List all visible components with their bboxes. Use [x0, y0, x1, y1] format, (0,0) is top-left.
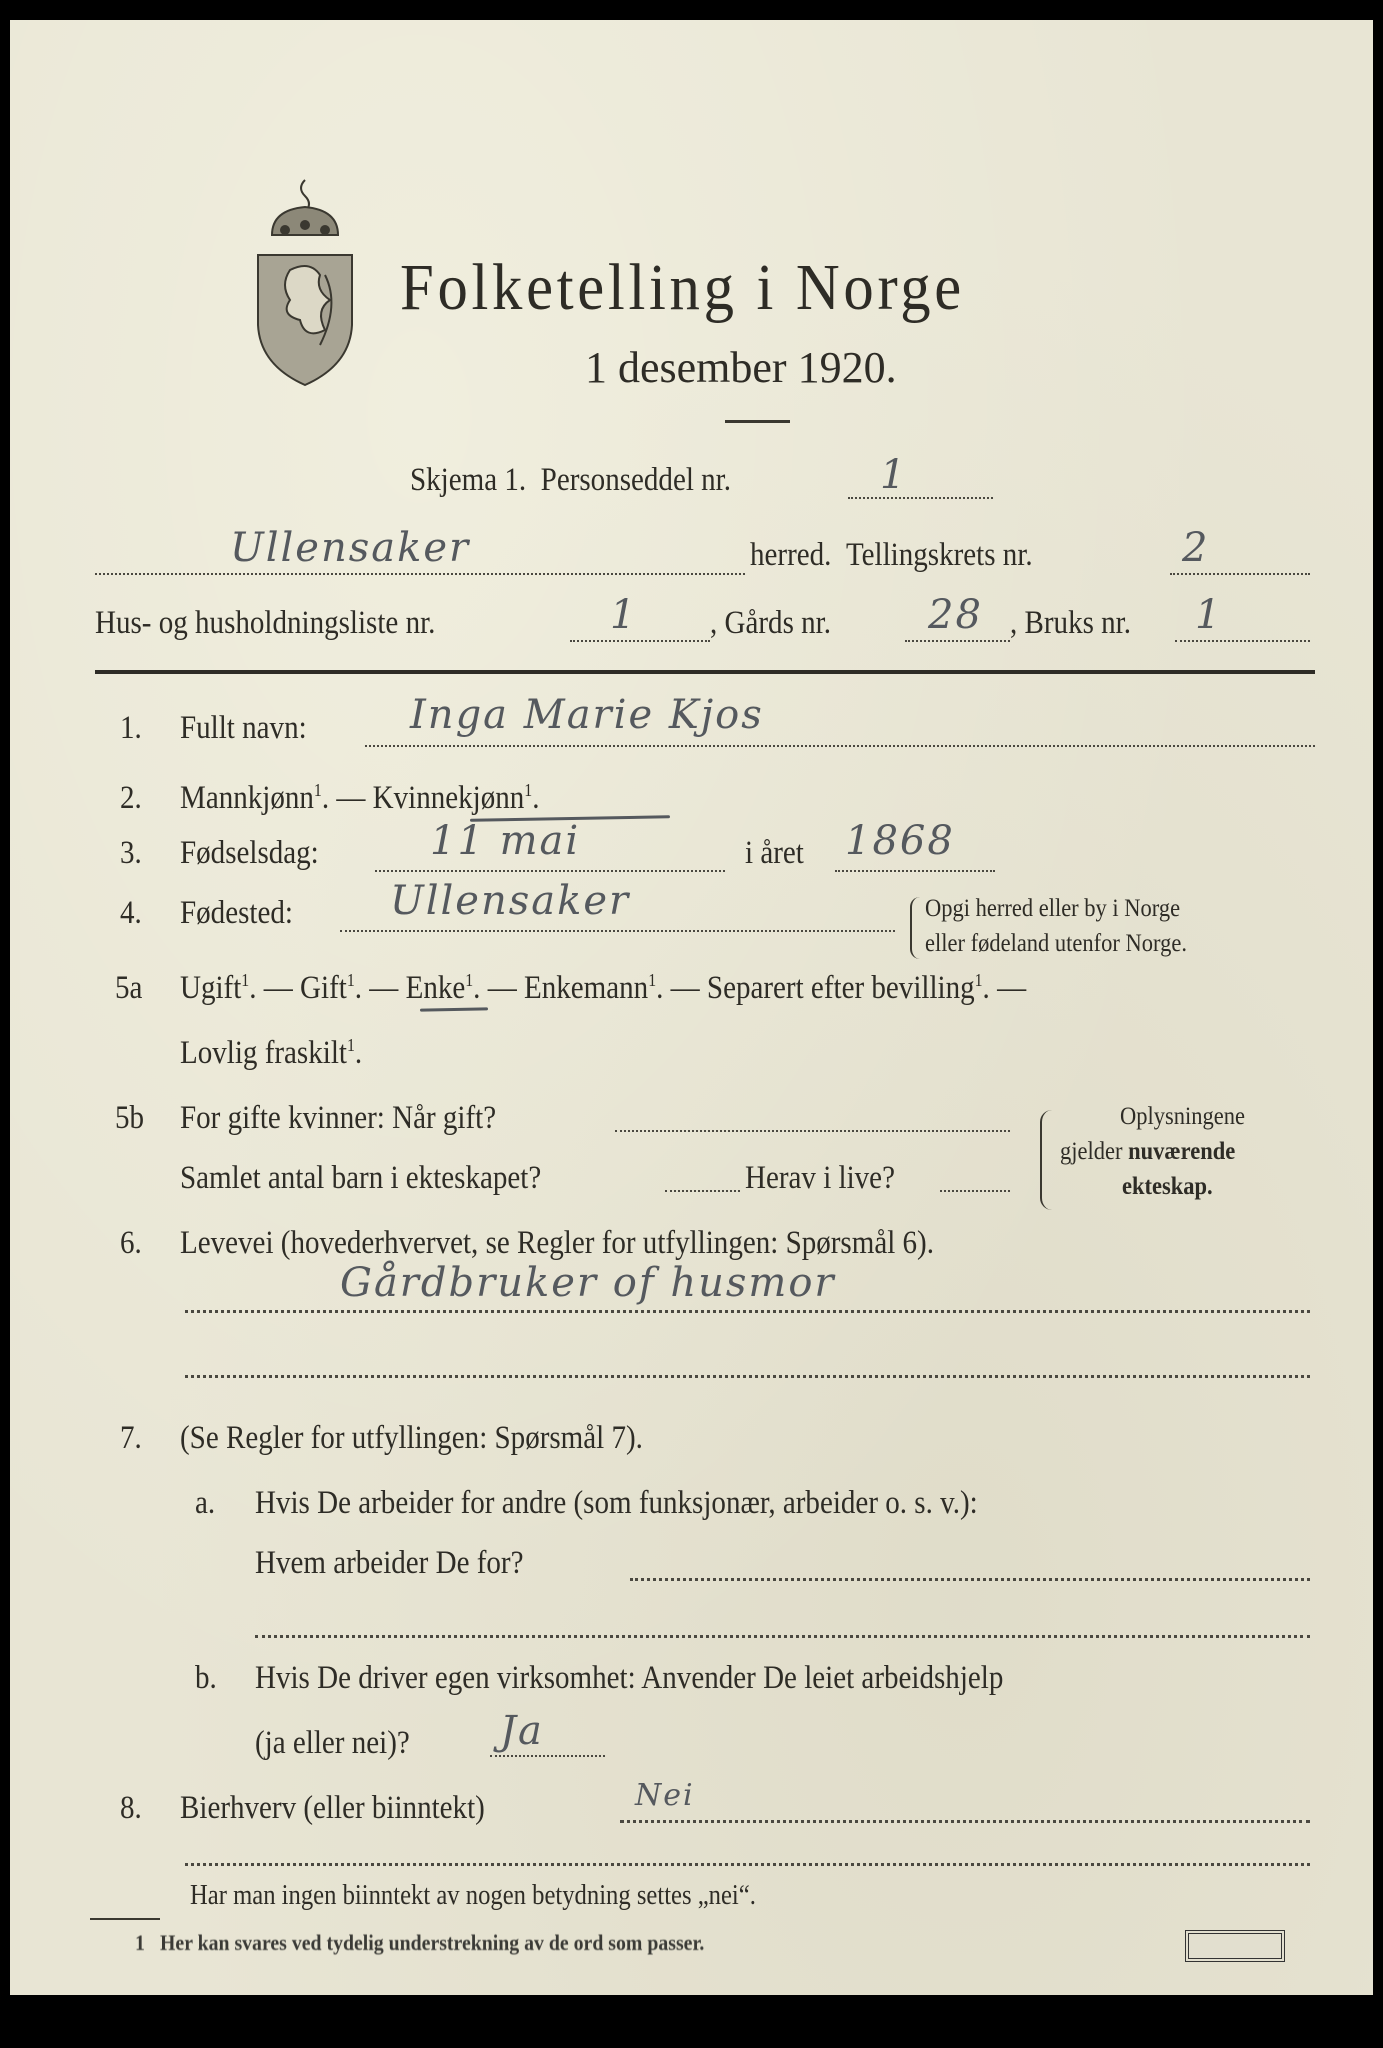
- birth-day-value[interactable]: 11 mai: [430, 818, 581, 864]
- bruks-label: , Bruks nr.: [1010, 605, 1132, 641]
- bruks-value[interactable]: 1: [1195, 592, 1223, 638]
- gards-value[interactable]: 28: [928, 592, 983, 638]
- marital-option-enke[interactable]: Enke: [405, 970, 466, 1006]
- separator: . —: [354, 970, 406, 1006]
- separator: .: [532, 780, 540, 816]
- occupation-value[interactable]: Gårdbruker of husmor: [340, 1260, 836, 1306]
- full-name-field[interactable]: [365, 745, 1315, 747]
- q7-number: 7.: [120, 1420, 142, 1456]
- q7b-sub: (ja eller nei)?: [255, 1725, 410, 1761]
- q4-note-line2: eller fødeland utenfor Norge.: [925, 930, 1187, 957]
- footnote-ref: 1: [313, 780, 322, 800]
- q1-number: 1.: [120, 710, 142, 746]
- side-income-field[interactable]: [620, 1820, 1310, 1823]
- separator: . —: [982, 970, 1027, 1006]
- bruks-field[interactable]: [1175, 640, 1310, 642]
- separator: . —: [656, 970, 707, 1006]
- q2-number: 2.: [120, 780, 142, 816]
- husliste-field[interactable]: [570, 640, 710, 642]
- birthplace-field[interactable]: [340, 930, 895, 932]
- q1-label: Fullt navn:: [180, 710, 307, 746]
- separator: . —: [473, 970, 524, 1006]
- note-bold-text: nuværende: [1128, 1138, 1236, 1165]
- children-total-field[interactable]: [665, 1190, 740, 1192]
- footnote-ref: 1: [648, 970, 657, 990]
- q8-label: Bierhverv (eller biinntekt): [180, 1790, 485, 1826]
- coat-of-arms-icon: [250, 175, 360, 395]
- census-date: 1 desember 1920.: [585, 343, 897, 392]
- husliste-value[interactable]: 1: [610, 592, 638, 638]
- herred-label: [750, 537, 1033, 574]
- marital-option-separert[interactable]: Separert efter bevilling: [706, 970, 975, 1006]
- q3-label: Fødselsdag:: [180, 835, 319, 871]
- title-divider: [725, 420, 790, 423]
- footnote-ref: 1: [465, 970, 474, 990]
- full-name-value[interactable]: Inga Marie Kjos: [410, 692, 764, 738]
- footnote-divider: [90, 1918, 160, 1920]
- q3-number: 3.: [120, 835, 142, 871]
- q3-year-label: i året: [745, 835, 804, 871]
- side-income-field-2[interactable]: [185, 1863, 1310, 1866]
- q7a-label: Hvis De arbeider for andre (som funksjonær, arbeider o. s. v.):: [255, 1485, 978, 1521]
- herred-value[interactable]: Ullensaker: [230, 525, 471, 571]
- biinntekt-note: Har man ingen biinntekt av nogen betydning settes „nei“.: [190, 1880, 756, 1911]
- separator: . —: [321, 780, 373, 816]
- q5a-number: 5a: [115, 970, 143, 1006]
- printer-stamp: [1185, 1930, 1285, 1962]
- herred-field[interactable]: [95, 573, 745, 575]
- birth-year-field[interactable]: [835, 870, 995, 872]
- marital-status-line2: [180, 1035, 362, 1072]
- note-text: gjelder: [1060, 1138, 1129, 1165]
- side-income-value[interactable]: Nei: [635, 1778, 695, 1813]
- personseddel-field[interactable]: [848, 497, 993, 499]
- q5b-line2a: Samlet antal barn i ekteskapet?: [180, 1160, 542, 1196]
- page-title: Folketelling i Norge: [400, 251, 965, 324]
- footnote-ref: 1: [346, 970, 355, 990]
- husliste-label: Hus- og husholdningsliste nr.: [95, 605, 436, 641]
- gards-label: , Gårds nr.: [710, 605, 831, 641]
- q7a-sub: Hvem arbeider De for?: [255, 1545, 524, 1581]
- gender-option-male[interactable]: Mannkjønn: [180, 780, 314, 816]
- q6-label: Levevei (hovederhvervet, se Regler for utfyllingen: Spørsmål 6).: [180, 1225, 934, 1261]
- footnote-ref: 1: [524, 780, 533, 800]
- birth-year-value[interactable]: 1868: [845, 818, 955, 864]
- gender-line: [180, 780, 539, 817]
- q7b-label: Hvis De driver egen virksomhet: Anvender De leiet arbeidshjelp: [255, 1660, 1004, 1696]
- birth-day-field[interactable]: [375, 870, 725, 872]
- occupation-field-2[interactable]: [185, 1375, 1310, 1378]
- q5b-line1: For gifte kvinner: Når gift?: [180, 1100, 497, 1136]
- personseddel-label: Personseddel nr.: [540, 462, 732, 498]
- marital-status-line: [180, 970, 1026, 1007]
- q7-label: (Se Regler for utfyllingen: Spørsmål 7).: [180, 1420, 643, 1456]
- q4-label: Fødested:: [180, 895, 293, 931]
- married-when-field[interactable]: [615, 1130, 1010, 1132]
- marital-option-enkemann[interactable]: Enkemann: [523, 970, 649, 1006]
- footnote-ref: 1: [241, 970, 250, 990]
- q7b-letter: b.: [195, 1660, 217, 1696]
- q5b-line2b: Herav i live?: [745, 1160, 895, 1196]
- header-divider: [95, 670, 1315, 674]
- q7a-letter: a.: [195, 1485, 216, 1521]
- marital-option-ugift[interactable]: Ugift: [180, 970, 242, 1006]
- tellingskrets-label: Tellingskrets nr.: [845, 537, 1033, 573]
- tellingskrets-field[interactable]: [1170, 573, 1310, 575]
- selected-marital-underline: [420, 1007, 488, 1011]
- q6-number: 6.: [120, 1225, 142, 1261]
- personseddel-value[interactable]: 1: [880, 452, 908, 498]
- separator: . —: [249, 970, 301, 1006]
- census-form-page: [10, 20, 1373, 1995]
- hired-help-value[interactable]: Ja: [500, 1708, 544, 1754]
- employer-field-2[interactable]: [255, 1635, 1310, 1638]
- q5b-number: 5b: [115, 1100, 145, 1136]
- q4-note-line1: Opgi herred eller by i Norge: [925, 895, 1181, 922]
- children-alive-field[interactable]: [940, 1190, 1010, 1192]
- schema-line: [410, 462, 731, 499]
- herred-text: herred.: [750, 537, 832, 573]
- footnote-mark: 1: [135, 1930, 145, 1955]
- footnote-ref: 1: [974, 970, 983, 990]
- occupation-field[interactable]: [185, 1310, 1310, 1313]
- birthplace-value[interactable]: Ullensaker: [390, 878, 631, 924]
- schema-label: Skjema 1.: [410, 462, 527, 498]
- q5b-note-line1: Oplysningene: [1120, 1103, 1245, 1130]
- q5b-note-line2: [1060, 1138, 1235, 1166]
- q8-number: 8.: [120, 1790, 142, 1826]
- separator: .: [354, 1035, 363, 1071]
- footnote-ref: 1: [346, 1035, 355, 1055]
- employer-field[interactable]: [630, 1578, 1310, 1581]
- gards-field[interactable]: [905, 640, 1010, 642]
- tellingskrets-value[interactable]: 2: [1182, 525, 1210, 571]
- q5b-note-line3: ekteskap.: [1122, 1173, 1213, 1200]
- gender-option-female[interactable]: Kvinnekjønn: [372, 780, 525, 816]
- hired-help-field[interactable]: [490, 1755, 605, 1757]
- q5b-brace: [1040, 1110, 1052, 1210]
- q4-brace: [910, 897, 920, 959]
- q4-number: 4.: [120, 895, 142, 931]
- footnote-text: Her kan svares ved tydelig understrekning av de ord som passer.: [160, 1930, 705, 1955]
- marital-option-gift[interactable]: Gift: [300, 970, 347, 1006]
- marital-option-fraskilt[interactable]: Lovlig fraskilt: [180, 1035, 347, 1071]
